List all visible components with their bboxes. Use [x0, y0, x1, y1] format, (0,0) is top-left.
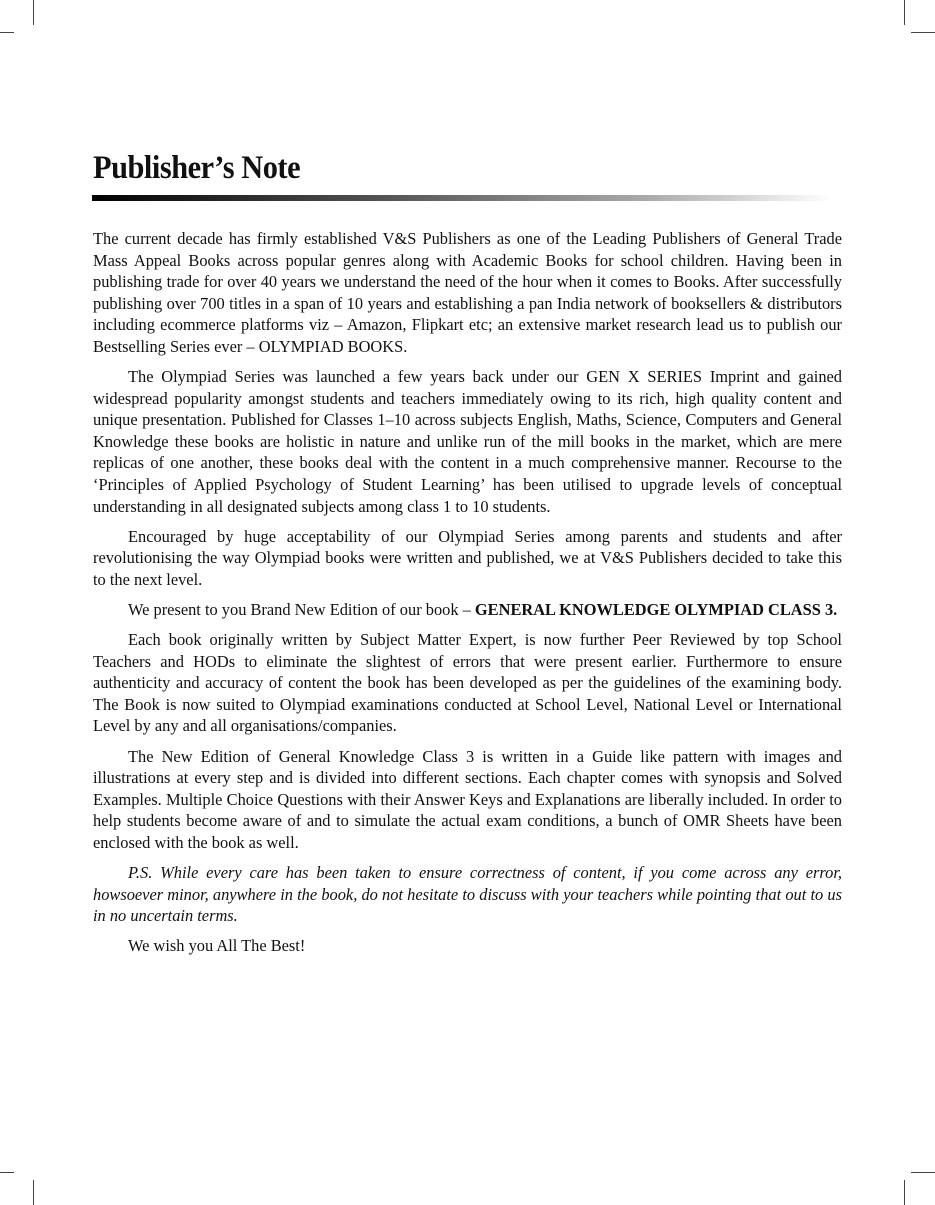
closing-line: We wish you All The Best!: [128, 936, 306, 956]
page-title: Publisher’s Note: [93, 150, 301, 186]
crop-mark: [33, 0, 34, 25]
present-intro: We present to you Brand New Edition of our book –: [128, 600, 475, 619]
crop-mark: [904, 1180, 905, 1205]
book-title: GENERAL KNOWLEDGE OLYMPIAD CLASS 3.: [474, 600, 838, 619]
paragraph: [93, 599, 842, 621]
paragraph: The current decade has firmly established V&S Publishers as one of the Leading Publishers of General Trade Mass Appeal Books across popular genres along with Academic Books for school children. Having been in publishing trade for over 40 years we understand the need of the hour when it comes to Books. After successfully publishing over 700 titles in a span of 10 years and establishing a pan India network of booksellers & distributors including ecommerce platforms viz – Amazon, Flipkart etc; an extensive market research lead us to publish our Bestselling Series ever – OLYMPIAD BOOKS.: [93, 229, 842, 356]
title-underline-gradient: [92, 195, 832, 201]
paragraph: The New Edition of General Knowledge Class 3 is written in a Guide like pattern with images and illustrations at every step and is divided into different sections. Each chapter comes with synopsis and Solved Examples. Multiple Choice Questions with their Answer Keys and Explanations are liberally included. In order to help students become aware of and to simulate the actual exam conditions, a bunch of OMR Sheets have been enclosed with the book as well.: [93, 746, 842, 852]
publisher-note-body: [93, 228, 842, 965]
paragraph: Each book originally written by Subject Matter Expert, is now further Peer Reviewed by top School Teachers and HODs to eliminate the slightest of errors that were present earlier. Furthermore to ensure authenticity and accuracy of content the book has been developed as per the guidelines of the examining body. The Book is now suited to Olympiad examinations conducted at School Level, National Level or International Level by any and all organisations/companies.: [93, 630, 842, 736]
crop-mark: [0, 1172, 14, 1173]
crop-mark: [904, 0, 905, 25]
crop-mark: [911, 1172, 935, 1173]
crop-mark: [0, 32, 14, 33]
crop-mark: [911, 32, 935, 33]
crop-mark: [33, 1180, 34, 1205]
ps-note: P.S. While every care has been taken to ensure correctness of content, if you come across any error, howsoever minor, anywhere in the book, do not hesitate to discuss with your teachers while pointing that out to us in no uncertain terms.: [93, 863, 842, 926]
paragraph: Encouraged by huge acceptability of our Olympiad Series among parents and students and after revolutionising the way Olympiad books were written and published, we at V&S Publishers decided to take this to the next level.: [93, 526, 842, 589]
paragraph: The Olympiad Series was launched a few years back under our GEN X SERIES Imprint and gained widespread popularity amongst students and teachers immediately owing to its rich, high quality content and unique presentation. Published for Classes 1–10 across subjects English, Maths, Science, Computers and General Knowledge these books are holistic in nature and unlike run of the mill books in the market, which are mere replicas of one another, these books deal with the content in a much comprehensive manner. Recourse to the ‘Principles of Applied Psychology of Student Learning’ has been utilised to upgrade levels of conceptual understanding in all designated subjects among class 1 to 10 students.: [93, 367, 842, 516]
